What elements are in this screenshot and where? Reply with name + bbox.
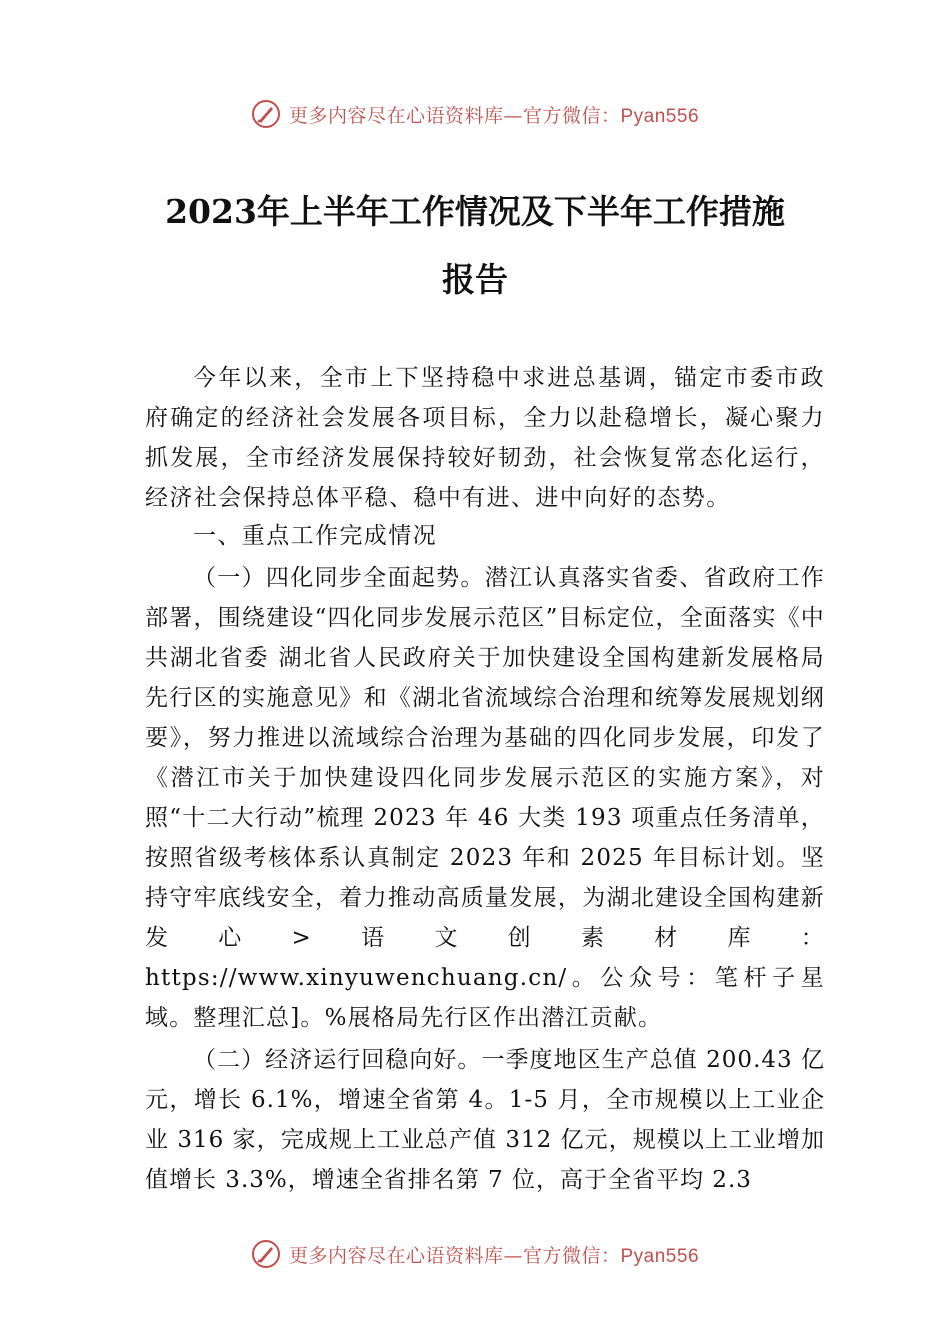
page-title-line-1: 2023年上半年工作情况及下半年工作措施 <box>165 192 785 231</box>
watermark-label: 更多内容尽在心语资料库—官方微信： <box>288 1244 621 1267</box>
footer-watermark <box>0 1236 950 1272</box>
intro-paragraph: 今年以来，全市上下坚持稳中求进总基调，锚定市委市政府确定的经济社会发展各项目标，全力以赴稳增长，凝心聚力抓发展，全市经济发展保持较好韧劲，社会恢复常态化运行，经济社会保持总体平稳、稳中有进、进中向好的态势。 <box>145 365 825 511</box>
item-1-paragraph: （一）四化同步全面起势。潜江认真落实省委、省政府工作部署，围绕建设“四化同步发展示范区”目标定位，全面落实《中共湖北省委 湖北省人民政府关于加快建设全国构建新发展格局先行区的实施意见》和《湖北省流域综合治理和统筹发展规划纲要》，努力推进以流域综合治理为基础的四化同步发展，印发了《潜江市关于加快建设四化同步发展示范区的实施方案》，对照“十二大行动”梳理 2023 年 46 大类 193 项重点任务清单，按照省级考核体系认真制定 2023 年和 2025 年目标计划。坚持守牢底线安全，着力推动高质量发展，为湖北建设全国构建新发心>语文创素材库：https://www.xinyuwenchuang.cn/。公众号：笔杆子星域。整理汇总]。%展格局先行区作出潜江贡献。 <box>145 565 825 1031</box>
watermark-label: 更多内容尽在心语资料库—官方微信： <box>288 104 621 127</box>
watermark-text <box>289 101 699 128</box>
quill-logo-icon <box>251 99 281 129</box>
watermark-wechat-id: Pyan556 <box>620 105 700 127</box>
section-heading: 一、重点工作完成情况 <box>193 523 437 549</box>
watermark-wechat-id: Pyan556 <box>620 1245 700 1267</box>
header-watermark <box>0 96 950 132</box>
page-title-line-2: 报告 <box>442 260 508 299</box>
quill-logo-icon <box>251 1239 281 1269</box>
item-2-paragraph: （二）经济运行回稳向好。一季度地区生产总值 200.43 亿元，增长 6.1%，增速全省第 4。1-5 月，全市规模以上工业企业 316 家，完成规上工业总产值 312 亿元，规模以上工业增加值增长 3.3%，增速全省排名第 7 位，高于全省平均 2.3 <box>145 1047 825 1193</box>
watermark-text <box>289 1241 699 1268</box>
